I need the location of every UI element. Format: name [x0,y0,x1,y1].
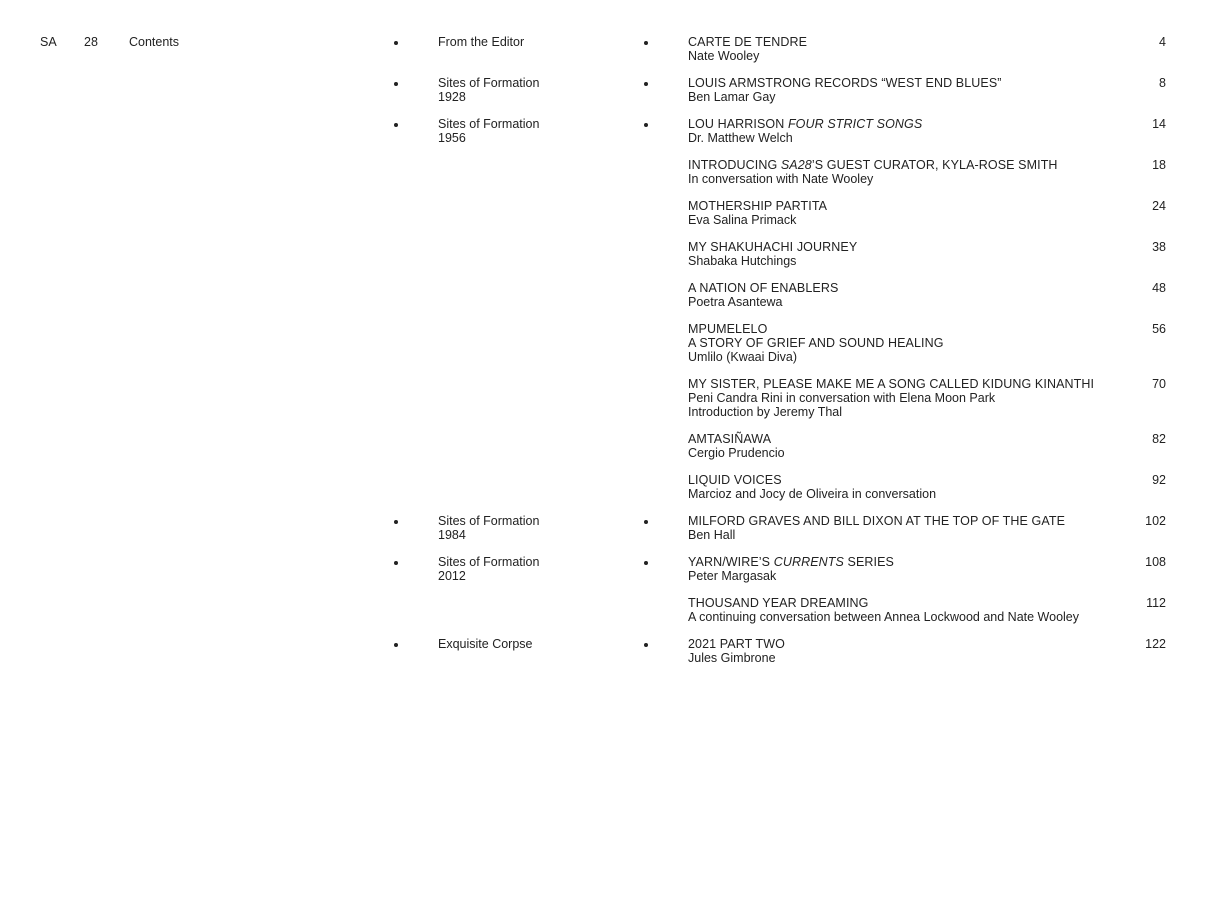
article-block [688,555,1108,583]
page-number: 48 [1152,281,1166,295]
article-credit: Umlilo (Kwaai Diva) [688,350,798,364]
article-title-part: AMTASIÑAWA [688,432,772,446]
article-credit: Dr. Matthew Welch [688,131,793,145]
article-credit: In conversation with Nate Wooley [688,172,874,186]
article-credit: Jules Gimbrone [688,651,776,665]
page-number: 24 [1152,199,1166,213]
article-block [688,158,1108,186]
article-title-part: CARTE DE TENDRE [688,35,808,49]
article-block [688,35,1108,63]
issue-number: 28 [84,35,98,49]
article-title[interactable] [688,514,1108,528]
article-title-part: A NATION OF ENABLERS [688,281,839,295]
page-number: 92 [1152,473,1166,487]
toc-entry[interactable] [0,637,1206,665]
article-title-part: INTRODUCING [688,158,781,172]
article-title-part: LOU HARRISON [688,117,788,131]
page-number: 38 [1152,240,1166,254]
toc-entry[interactable] [0,76,1206,104]
article-title[interactable] [688,322,1108,336]
section-label: Sites of Formation [438,555,540,569]
toc-entry[interactable] [0,473,1206,501]
toc-entry[interactable] [0,199,1206,227]
article-title-part: FOUR STRICT SONGS [787,117,923,131]
section-bullet-icon [394,561,398,565]
section-label: Sites of Formation [438,514,540,528]
toc-entry[interactable] [0,35,1206,63]
article-title[interactable] [688,35,1108,49]
article-title-part: YARN/WIRE’S [688,555,774,569]
article-title[interactable] [688,158,1108,172]
article-bullet-icon [644,123,648,127]
section-label: Sites of Formation [438,117,540,131]
article-credit: Shabaka Hutchings [688,254,797,268]
article-block [688,240,1108,268]
article-title-part: THOUSAND YEAR DREAMING [688,596,869,610]
section-label: From the Editor [438,35,525,49]
article-title[interactable] [688,199,1108,213]
section-year: 1956 [438,131,466,145]
article-block [688,281,1108,309]
section-label: Exquisite Corpse [438,637,533,651]
article-title[interactable] [688,432,1108,446]
toc-entry[interactable] [0,377,1206,419]
section-bullet-icon [394,643,398,647]
page-number: 82 [1152,432,1166,446]
magazine-label: SA [40,35,57,49]
toc-entry[interactable] [0,514,1206,542]
toc-entry[interactable] [0,158,1206,186]
section-group [438,35,628,49]
section-bullet-icon [394,82,398,86]
article-block [688,117,1108,145]
page-number: 112 [1146,596,1166,610]
article-title[interactable] [688,555,1108,569]
article-block [688,596,1108,624]
toc-entry[interactable] [0,596,1206,624]
section-group [438,637,628,651]
article-title[interactable] [688,281,1108,295]
article-credit: Eva Salina Primack [688,213,797,227]
article-title-part: SERIES [843,555,894,569]
article-title[interactable] [688,240,1108,254]
table-of-contents [0,35,1206,665]
article-title-part: MY SISTER, PLEASE MAKE ME A SONG CALLED KIDUNG KINANTHI [688,377,1095,391]
article-bullet-icon [644,520,648,524]
article-title-part: ’S GUEST CURATOR, KYLA-ROSE SMITH [811,158,1058,172]
section-bullet-icon [394,123,398,127]
article-credit: Ben Hall [688,528,736,542]
page-number: 4 [1159,35,1166,49]
section-bullet-icon [394,520,398,524]
article-title[interactable] [688,377,1108,391]
section-year: 1984 [438,528,466,542]
article-block [688,637,1108,665]
article-credit: A continuing conversation between Annea Lockwood and Nate Wooley [688,610,1080,624]
article-credit: Peter Margasak [688,569,777,583]
article-title[interactable] [688,473,1108,487]
page-number: 122 [1145,637,1166,651]
contents-heading: Contents [129,35,180,49]
article-title-part: LIQUID VOICES [688,473,782,487]
toc-entry[interactable] [0,555,1206,583]
article-credit: Peni Candra Rini in conversation with Elena Moon Park [688,391,996,405]
article-title[interactable] [688,117,1108,131]
page-number: 102 [1145,514,1166,528]
article-block [688,76,1108,104]
page-number: 56 [1152,322,1166,336]
article-title-part: SA28 [780,158,812,172]
article-title-part: MILFORD GRAVES AND BILL DIXON AT THE TOP OF THE GATE [688,514,1066,528]
article-credit: Cergio Prudencio [688,446,785,460]
toc-entry[interactable] [0,322,1206,364]
article-title[interactable] [688,596,1108,610]
section-label: Sites of Formation [438,76,540,90]
article-title-part: CURRENTS [773,555,844,569]
article-subtitle: A STORY OF GRIEF AND SOUND HEALING [688,336,944,350]
page-number: 8 [1159,76,1166,90]
page-number: 18 [1152,158,1166,172]
article-block [688,377,1108,419]
article-title-part: MPUMELELO [688,322,768,336]
section-group [438,76,628,104]
section-year: 2012 [438,569,466,583]
article-title-part: MOTHERSHIP PARTITA [688,199,828,213]
article-credit: Ben Lamar Gay [688,90,776,104]
section-group [438,117,628,145]
article-credit: Nate Wooley [688,49,760,63]
page-number: 108 [1145,555,1166,569]
article-title-part: LOUIS ARMSTRONG RECORDS “WEST END BLUES” [688,76,1002,90]
article-credit: Marcioz and Jocy de Oliveira in conversation [688,487,937,501]
article-block [688,322,1108,364]
article-bullet-icon [644,82,648,86]
page-number: 14 [1152,117,1166,131]
article-block [688,473,1108,501]
section-bullet-icon [394,41,398,45]
article-title-part: 2021 PART TWO [688,637,785,651]
article-title[interactable] [688,637,1108,651]
toc-entry[interactable] [0,117,1206,145]
toc-entry[interactable] [0,240,1206,268]
toc-entry[interactable] [0,432,1206,460]
article-title-part: MY SHAKUHACHI JOURNEY [688,240,858,254]
article-title[interactable] [688,76,1108,90]
article-bullet-icon [644,561,648,565]
section-group [438,514,628,542]
page-number: 70 [1152,377,1166,391]
article-credit: Poetra Asantewa [688,295,783,309]
article-bullet-icon [644,643,648,647]
section-group [438,555,628,583]
article-block [688,199,1108,227]
article-credit: Introduction by Jeremy Thal [688,405,843,419]
article-block [688,432,1108,460]
article-block [688,514,1108,542]
section-year: 1928 [438,90,466,104]
toc-entry[interactable] [0,281,1206,309]
article-bullet-icon [644,41,648,45]
